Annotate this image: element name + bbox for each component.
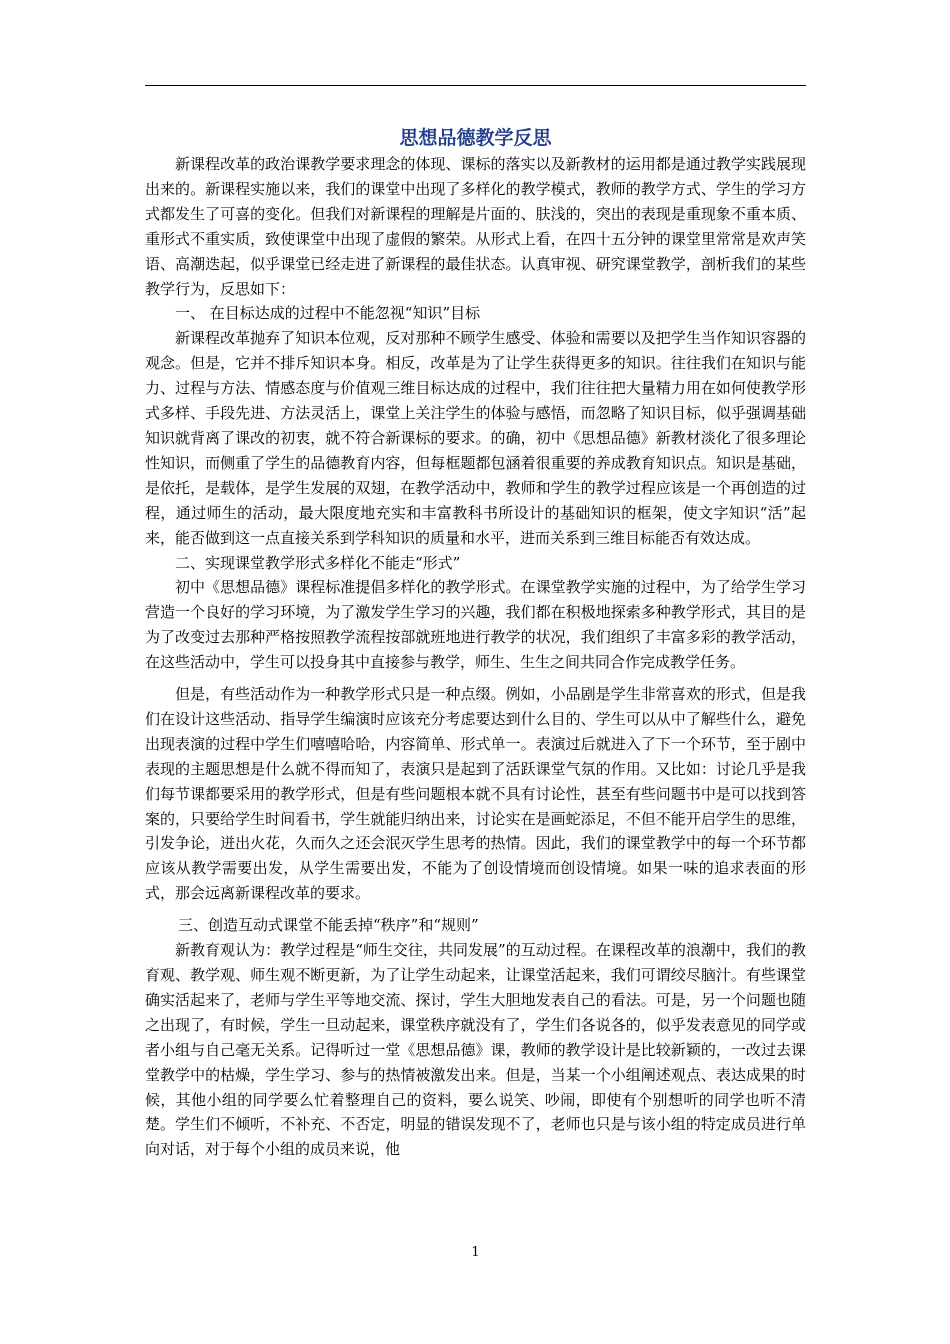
- section-2-heading: 二、实现课堂教学形式多样化不能走“形式”: [175, 553, 461, 572]
- section-1-paragraph: 新课程改革抛弃了知识本位观，反对那种不顾学生感受、体验和需要以及把学生当作知识容器的观念。但是，它并不排斥知识本身。相反，改革是为了让学生获得更多的知识。往往我们在知识与能力、过程与方法、情感态度与价值观三维目标达成的过程中，我们往往把大量精力用在如何使教学形式多样、手段先进、方法灵活上，课堂上关注学生的体验与感悟，而忽略了知识目标，似乎强调基础知识就背离了课改的初衷，就不符合新课标的要求。的确，初中《思想品德》新教材淡化了很多理论性知识，而侧重了学生的品德教育内容，但每框题都包涵着很重要的养成教育知识点。知识是基础，是依托，是载体，是学生发展的双翅，在教学活动中，教师和学生的教学过程应该是一个再创造的过程，通过师生的活动，最大限度地充实和丰富教科书所设计的基础知识的框架，使文字知识“活”起来，能否做到这一点直接关系到学科知识的质量和水平，进而关系到三维目标能否有效达成。: [145, 329, 806, 547]
- document-title: 思想品德教学反思: [399, 127, 552, 149]
- section-1-heading: 一、 在目标达成的过程中不能忽视“知识”目标: [175, 304, 481, 323]
- section-2-paragraph-2: 但是，有些活动作为一种教学形式只是一种点缀。例如，小品剧是学生非常喜欢的形式，但是我们在设计这些活动、指导学生编演时应该充分考虑要达到什么目的、学生可以从中了解些什么，避免出现表演的过程中学生们嘻嘻哈哈，内容简单、形式单一。表演过后就进入了下一个环节，至于剧中表现的主题思想是什么就不得而知了，表演只是起到了活跃课堂气氛的作用。又比如：讨论几乎是我们每节课都要采用的教学形式，但是有些问题根本就不具有讨论性，甚至有些问题书中是可以找到答案的，只要给学生时间看书，学生就能归纳出来，讨论实在是画蛇添足，不但不能开启学生的思维，引发争论，迸出火花，久而久之还会泯灭学生思考的热情。因此，我们的课堂教学中的每一个环节都应该从教学需要出发，从学生需要出发，不能为了创设情境而创设情境。如果一味的追求表面的形式，那会远离新课程改革的要求。: [145, 685, 806, 903]
- section-3-paragraph: 新教育观认为：教学过程是“师生交往，共同发展”的互动过程。在课程改革的浪潮中，我们的教育观、教学观、师生观不断更新，为了让学生动起来，让课堂活起来，我们可谓绞尽脑汁。有些课堂确实活起来了，老师与学生平等地交流、探讨，学生大胆地发表自己的看法。可是，另一个问题也随之出现了，有时候，学生一旦动起来，课堂秩序就没有了，学生们各说各的，似乎发表意见的同学或者小组与自己毫无关系。记得听过一堂《思想品德》课，教师的教学设计是比较新颖的，一改过去课堂教学中的枯燥，学生学习、参与的热情被激发出来。但是，当某一个小组阐述观点、表达成果的时候，其他小组的同学要么忙着整理自己的资料，要么说笑、吵闹，即使有个别想听的同学也听不清楚。学生们不倾听，不补充、不否定，明显的错误发现不了，老师也只是与该小组的特定成员进行单向对话，对于每个小组的成员来说，他: [145, 941, 806, 1159]
- header-rule: [145, 85, 806, 86]
- section-3-heading: 三、创造互动式课堂不能丢掉“秩序”和“规则”: [178, 916, 479, 935]
- intro-paragraph: 新课程改革的政治课教学要求理念的体现、课标的落实以及新教材的运用都是通过教学实践展现出来的。新课程实施以来，我们的课堂中出现了多样化的教学模式，教师的教学方式、学生的学习方式都发生了可喜的变化。但我们对新课程的理解是片面的、肤浅的，突出的表现是重现象不重本质、重形式不重实质，致使课堂中出现了虚假的繁荣。从形式上看，在四十五分钟的课堂里常常是欢声笑语、高潮迭起，似乎课堂已经走进了新课程的最佳状态。认真审视、研究课堂教学，剖析我们的某些教学行为，反思如下：: [145, 155, 806, 298]
- section-2-paragraph-1: 初中《思想品德》课程标准提倡多样化的教学形式。在课堂教学实施的过程中，为了给学生学习营造一个良好的学习环境，为了激发学生学习的兴趣，我们都在积极地探索多种教学形式，其目的是为了改变过去那种严格按照教学流程按部就班地进行教学的状况，我们组织了丰富多彩的教学活动，在这些活动中，学生可以投身其中直接参与教学，师生、生生之间共同合作完成教学任务。: [145, 578, 806, 672]
- page-number: 1: [471, 1245, 480, 1260]
- document-body: [145, 152, 806, 1162]
